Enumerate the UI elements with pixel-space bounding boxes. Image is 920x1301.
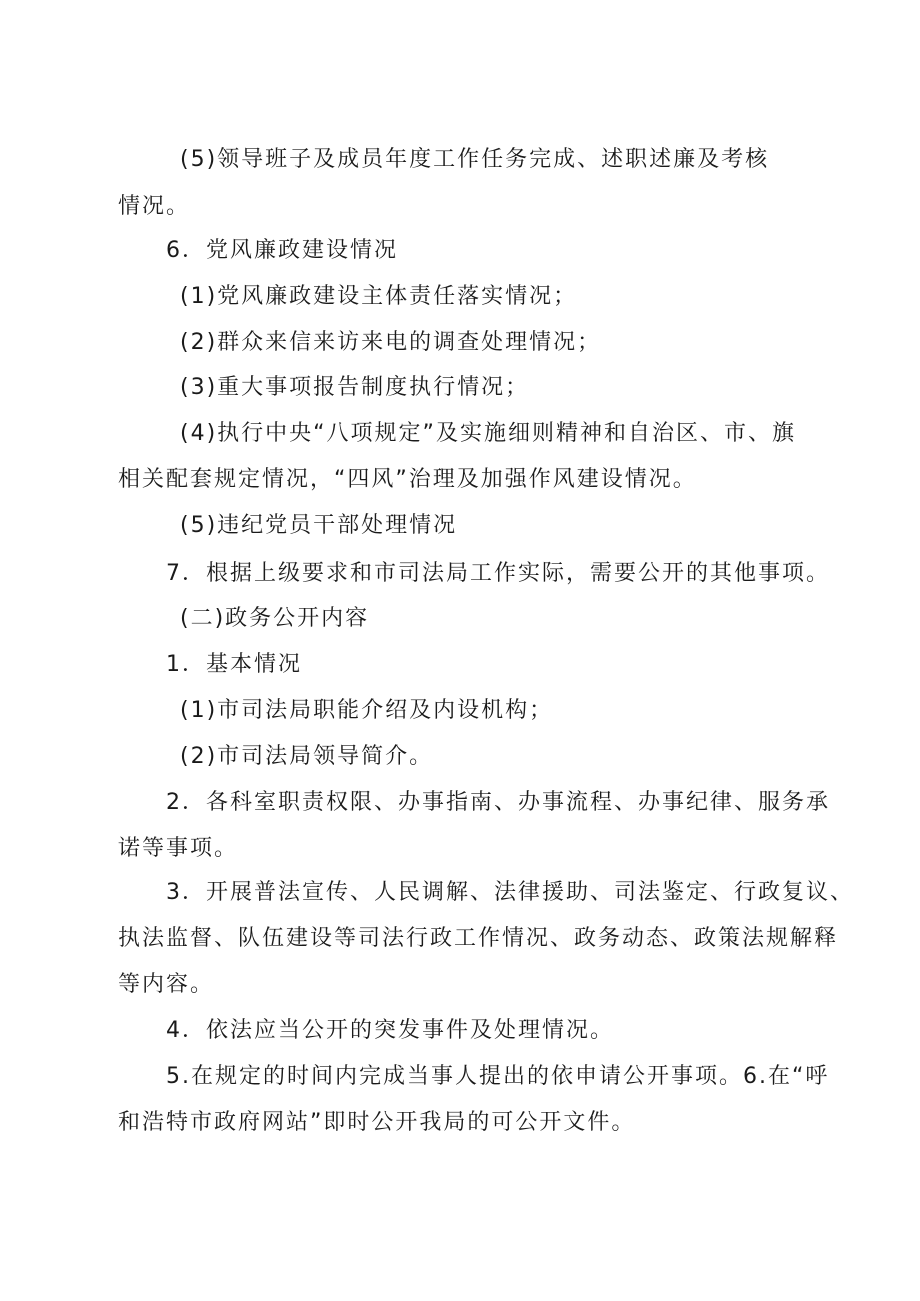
section-heading: 6．党风廉政建设情况 — [166, 238, 398, 263]
list-item: (3)重大事项报告制度执行情况； — [180, 375, 530, 400]
paragraph-line: 相关配套规定情况，“四风”治理及加强作风建设情况。 — [118, 467, 697, 492]
list-item: (2)群众来信来访来电的调查处理情况； — [180, 330, 602, 355]
paragraph-line: 等内容。 — [118, 972, 215, 997]
list-item: (5)违纪党员干部处理情况 — [180, 513, 458, 538]
list-item: (1)市司法局职能介绍及内设机构； — [180, 698, 554, 723]
section-heading: 2．各科室职责权限、办事指南、办事流程、办事纪律、服务承 — [166, 790, 830, 815]
section-heading: 1．基本情况 — [166, 652, 302, 677]
list-item: (2)市司法局领导简介。 — [180, 744, 434, 769]
paragraph-line: 执法监督、队伍建设等司法行政工作情况、政务动态、政策法规解释 — [118, 926, 839, 951]
section-heading: 7．根据上级要求和市司法局工作实际，需要公开的其他事项。 — [166, 561, 830, 586]
list-item: (4)执行中央“八项规定”及实施细则精神和自治区、市、旗 — [180, 421, 796, 446]
section-heading: 4．依法应当公开的突发事件及处理情况。 — [166, 1018, 614, 1043]
section-heading: 3．开展普法宣传、人民调解、法律援助、司法鉴定、行政复议、 — [166, 880, 854, 905]
section-heading: 5.在规定的时间内完成当事人提出的依申请公开事项。6.在“呼 — [166, 1064, 830, 1089]
paragraph-line: 诺等事项。 — [118, 836, 239, 861]
section-heading: (二)政务公开内容 — [180, 606, 370, 631]
paragraph-line: 情况。 — [118, 194, 191, 219]
list-item: (1)党风廉政建设主体责任落实情况； — [180, 284, 578, 309]
paragraph-line: (5)领导班子及成员年度工作任务完成、述职述廉及考核 — [180, 147, 770, 172]
paragraph-line: 和浩特市政府网站”即时公开我局的可公开文件。 — [118, 1110, 636, 1135]
